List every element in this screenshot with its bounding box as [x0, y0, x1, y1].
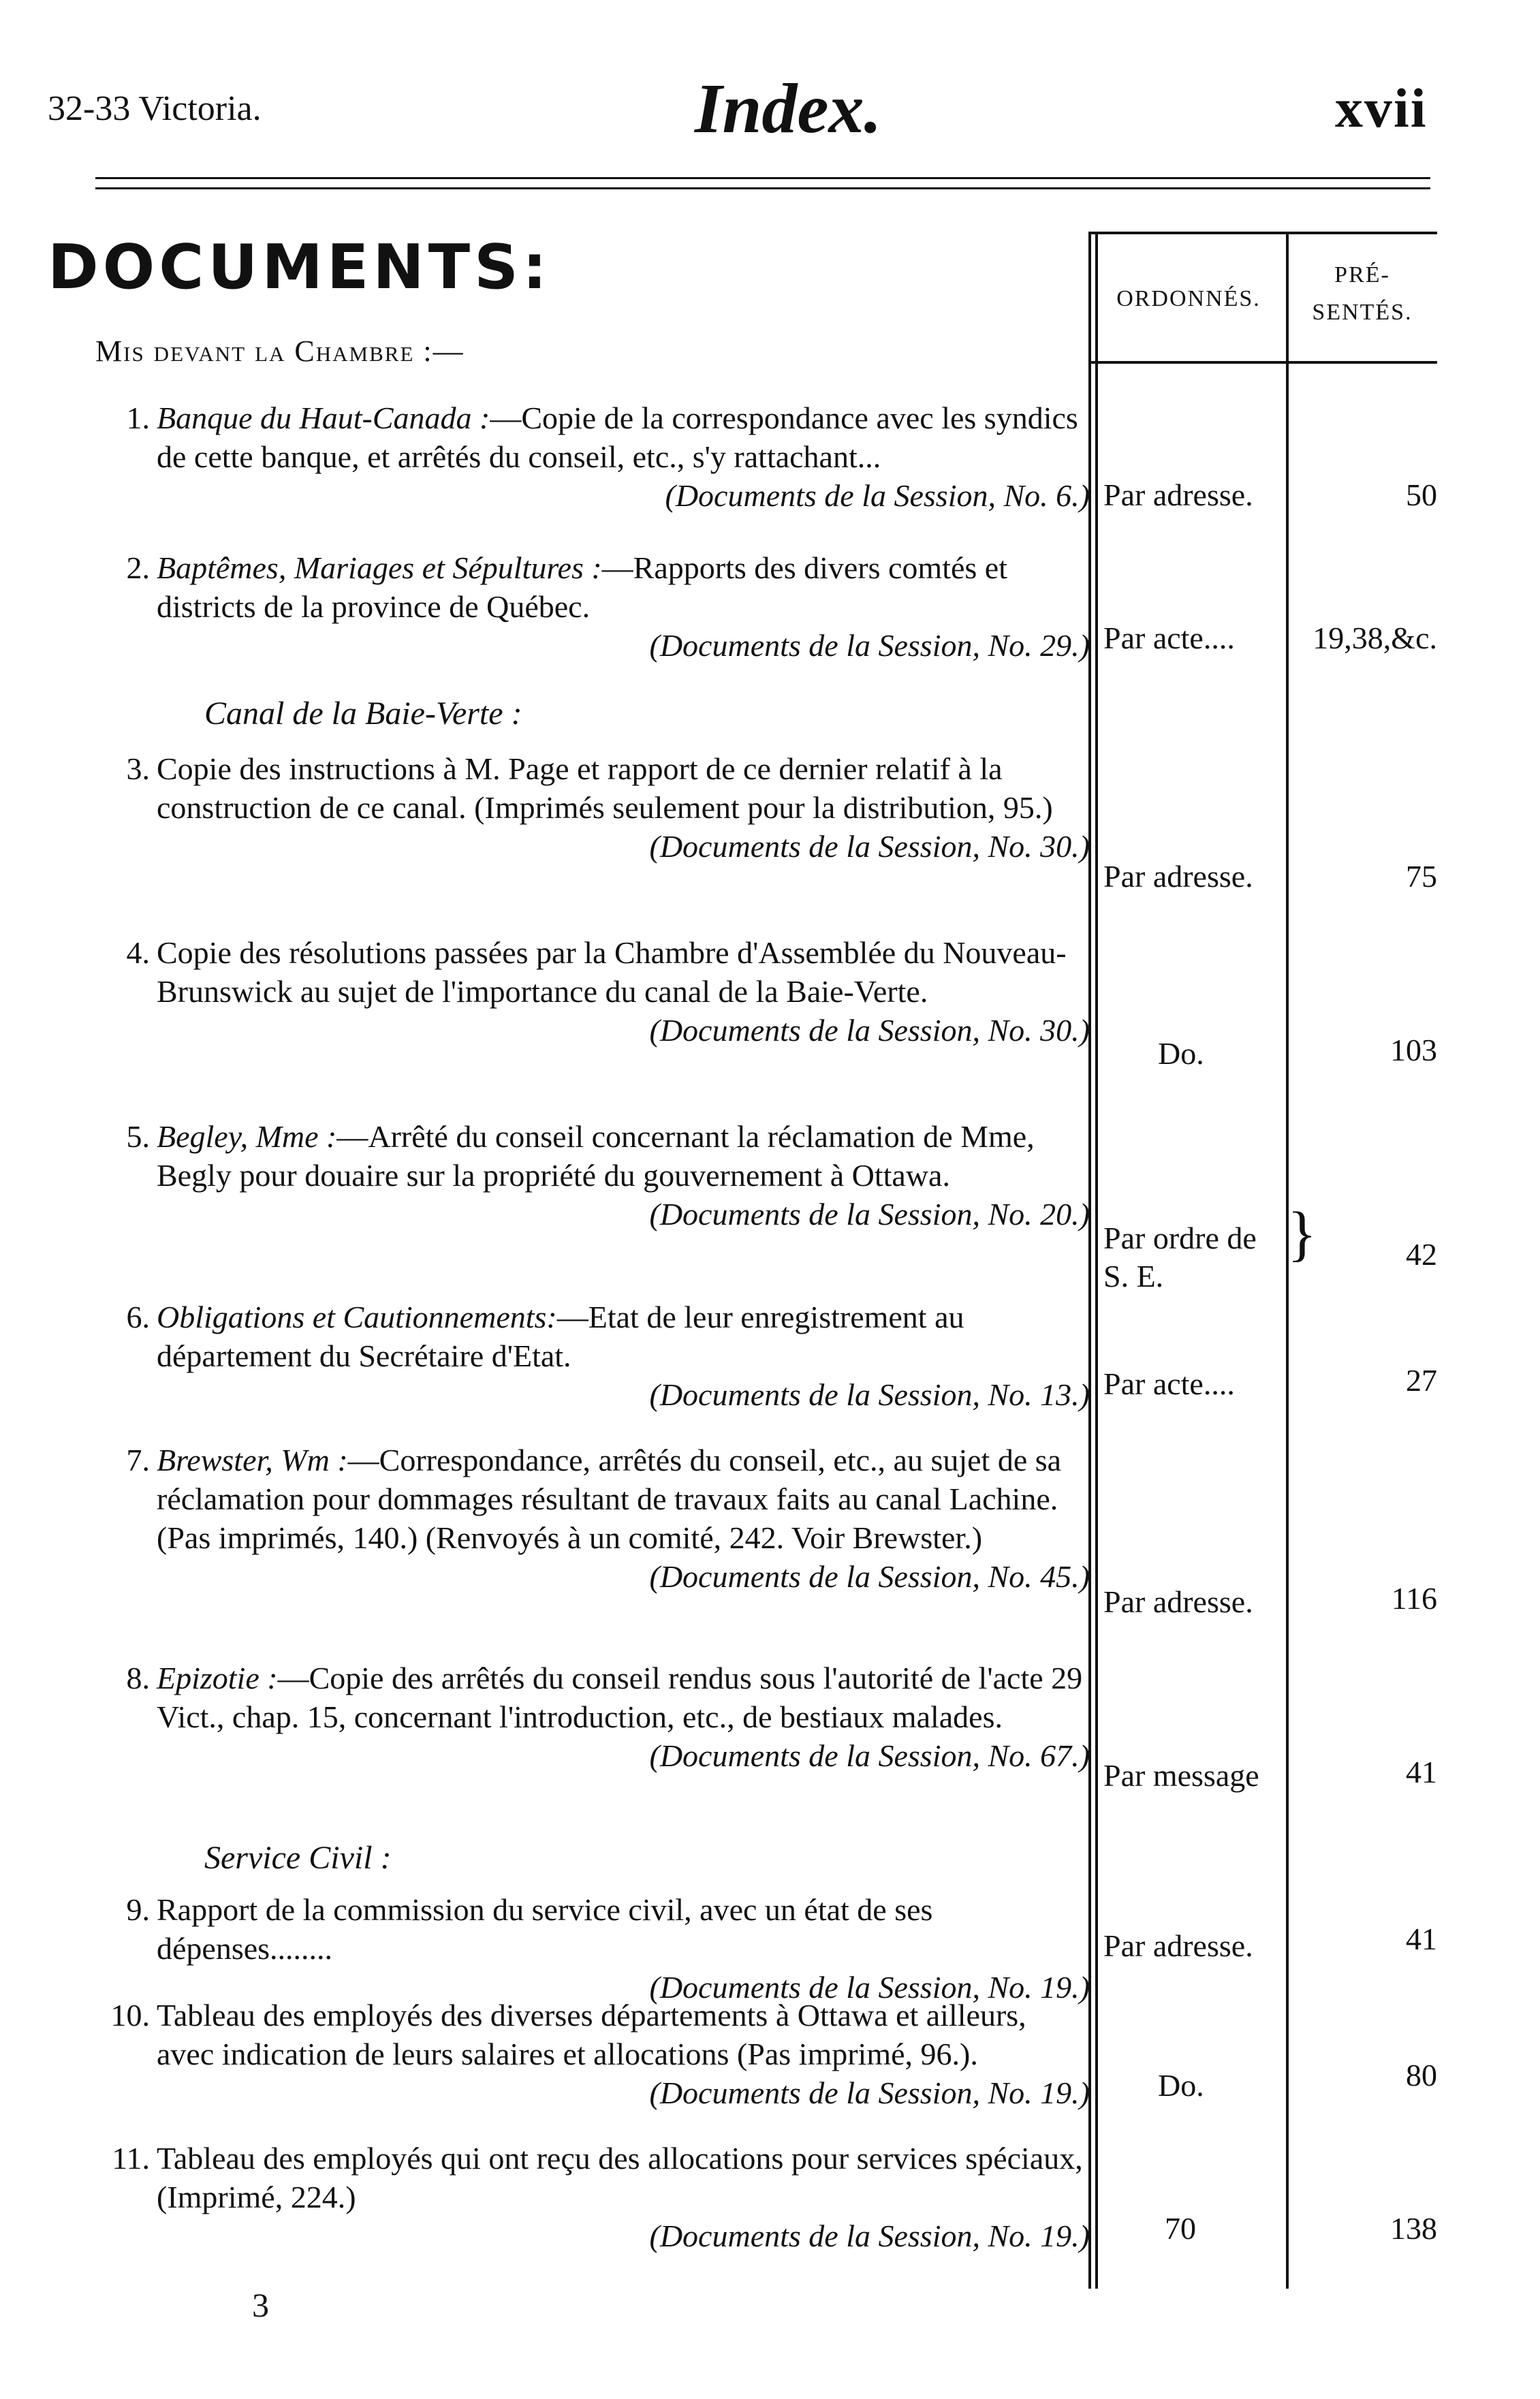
ordonnes-cell: Par adresse.	[1103, 859, 1253, 894]
entry-reference: (Documents de la Session, No. 30.)	[649, 1013, 1090, 1048]
presentes-cell: 138	[1390, 2211, 1437, 2246]
column-header-bottom-rule	[1090, 361, 1437, 364]
column-header-presentes-2: SENTÉS.	[1312, 300, 1413, 325]
entry-number: 1.	[126, 401, 150, 435]
entry-lead: Baptêmes, Mariages et Sépultures :	[157, 550, 602, 585]
presentes-cell: 19,38,&c.	[1313, 621, 1437, 655]
entry-text: —Copie de la correspondance avec les syndics de cette banque, et arrêtés du conseil, etc., s'y rattachant...	[157, 401, 1078, 474]
ordonnes-cell: Do.	[1158, 1036, 1204, 1071]
header-rule-top	[95, 177, 1430, 179]
column-header-presentes-1: PRÉ-	[1334, 262, 1390, 287]
entry-reference: (Documents de la Session, No. 19.)	[649, 1970, 1090, 2005]
entry-9	[126, 1890, 1090, 2007]
entry-number: 6.	[126, 1300, 150, 1334]
entry-text: Copie des instructions à M. Page et rapport de ce dernier relatif à la construction de ce canal. (Imprimés seulement pour la distribution, 95.)	[157, 751, 1053, 825]
entry-reference: (Documents de la Session, No. 6.)	[665, 478, 1090, 513]
entry-text: —Etat de leur enregistrement au département du Secrétaire d'Etat.	[157, 1300, 964, 1373]
entry-11	[112, 2139, 1090, 2255]
entry-text: Tableau des employés des diverses départements à Ottawa et ailleurs, avec indication de leurs salaires et allocations (Pas imprimé, 96.).	[157, 1998, 1026, 2071]
presentes-cell: 80	[1406, 2058, 1437, 2092]
entry-8	[126, 1659, 1090, 1775]
column-header-ordonnes: ORDONNÉS.	[1116, 286, 1261, 311]
entry-reference: (Documents de la Session, No. 30.)	[649, 829, 1090, 864]
entry-text: —Rapports des divers comtés et districts de la province de Québec.	[157, 550, 1007, 624]
entry-text: —Copie des arrêtés du conseil rendus sous l'autorité de l'acte 29 Vict., chap. 15, concernant l'introduction, etc., de bestiaux malades.	[157, 1661, 1083, 1734]
entry-number: 9.	[126, 1892, 150, 1927]
ordonnes-cell: Par adresse.	[1103, 1584, 1253, 1619]
presentes-cell: 27	[1406, 1363, 1437, 1398]
running-head-title: Index.	[695, 69, 882, 148]
section-heading-canal: Canal de la Baie-Verte :	[204, 695, 522, 732]
entry-text: —Arrêté du conseil concernant la réclamation de Mme, Begly pour douaire sur la propriété du gouvernement à Ottawa.	[157, 1119, 1035, 1193]
ordonnes-cell: Par message	[1103, 1758, 1259, 1793]
ordonnes-cell: Do.	[1158, 2068, 1204, 2103]
section-heading-service: Service Civil :	[204, 1840, 392, 1876]
entry-lead: Brewster, Wm :	[157, 1443, 348, 1477]
entry-2	[126, 548, 1090, 665]
ordonnes-cell: Par adresse.	[1103, 1928, 1253, 1963]
entry-number: 10.	[110, 1998, 150, 2033]
presentes-cell: 103	[1390, 1033, 1437, 1067]
entry-5	[126, 1117, 1090, 1234]
presentes-cell: 41	[1406, 1922, 1437, 1956]
entry-number: 3.	[126, 751, 150, 786]
entry-10	[110, 1996, 1090, 2112]
entry-lead: Epizotie :	[157, 1661, 278, 1695]
presentes-cell: 42	[1406, 1237, 1437, 1272]
brace-glyph: }	[1287, 1200, 1317, 1268]
presentes-cell: 116	[1391, 1581, 1437, 1616]
ordonnes-cell: Par adresse.	[1103, 477, 1253, 512]
column-rule-left-inner	[1095, 232, 1098, 2289]
entry-number: 2.	[126, 550, 150, 585]
section-title: DOCUMENTS:	[48, 232, 551, 303]
presentes-cell: 50	[1406, 477, 1437, 512]
entry-7	[126, 1441, 1090, 1596]
entry-reference: (Documents de la Session, No. 19.)	[649, 2218, 1090, 2253]
entry-text: —Correspondance, arrêtés du conseil, etc., au sujet de sa réclamation pour dommages résultant de travaux faits au canal Lachine. (Pas imprimés, 140.) (Renvoyés à un comité, 242. Voir Brewster.)	[157, 1443, 1062, 1555]
entry-number: 7.	[126, 1443, 150, 1477]
entry-number: 8.	[126, 1661, 150, 1695]
running-head-left: 32-33 Victoria.	[48, 89, 262, 128]
ordonnes-cell: Par acte....	[1103, 1366, 1235, 1401]
entry-text: Rapport de la commission du service civil, avec un état de ses dépenses........	[157, 1892, 933, 1966]
ordonnes-cell: Par acte....	[1103, 621, 1235, 655]
entry-reference: (Documents de la Session, No. 20.)	[649, 1197, 1090, 1232]
entry-reference: (Documents de la Session, No. 45.)	[649, 1559, 1090, 1594]
entry-reference: (Documents de la Session, No. 13.)	[649, 1377, 1090, 1412]
presentes-cell: 41	[1406, 1755, 1437, 1789]
entry-lead: Begley, Mme :	[157, 1119, 337, 1154]
entry-reference: (Documents de la Session, No. 67.)	[649, 1738, 1090, 1773]
section-subtitle: Mis devant la Chambre :—	[95, 334, 465, 368]
entry-reference: (Documents de la Session, No. 19.)	[649, 2075, 1090, 2110]
page-number: xvii	[1335, 77, 1428, 139]
entry-lead: Obligations et Cautionnements:	[157, 1300, 557, 1334]
entry-4	[126, 933, 1090, 1050]
entry-number: 11.	[112, 2141, 150, 2176]
ordonnes-cell: Par ordre de S. E.	[1103, 1221, 1257, 1293]
entry-lead: Banque du Haut-Canada :	[157, 401, 490, 435]
entry-3	[126, 749, 1090, 866]
entry-text: Copie des résolutions passées par la Chambre d'Assemblée du Nouveau-Brunswick au sujet de l'importance du canal de la Baie-Verte.	[157, 935, 1067, 1009]
entry-reference: (Documents de la Session, No. 29.)	[649, 628, 1090, 663]
presentes-cell: 75	[1406, 859, 1437, 894]
entry-number: 4.	[126, 935, 150, 970]
ordonnes-cell: 70	[1165, 2211, 1196, 2246]
entry-1	[126, 398, 1090, 515]
entry-6	[126, 1298, 1090, 1414]
signature-mark: 3	[252, 2286, 269, 2324]
entry-text: Tableau des employés qui ont reçu des allocations pour services spéciaux, (Imprimé, 224.)	[157, 2141, 1083, 2214]
column-header-top-rule	[1090, 232, 1437, 234]
header-rule-bottom	[95, 187, 1430, 189]
entry-number: 5.	[126, 1119, 150, 1154]
